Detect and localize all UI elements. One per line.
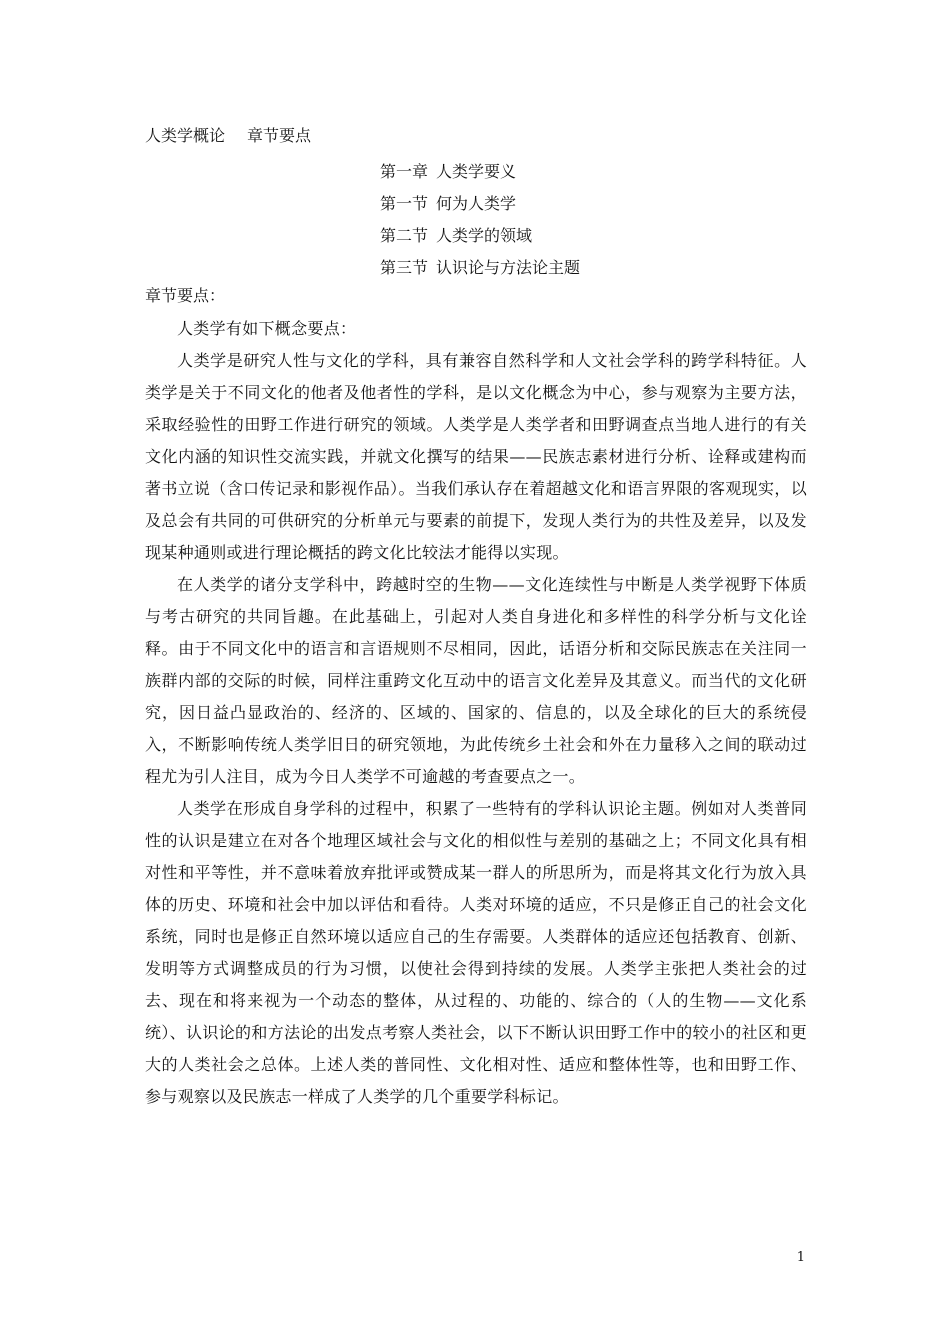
course-title: 人类学概论: [145, 126, 226, 145]
toc-title: 何为人类学: [436, 194, 517, 213]
paragraph-intro: 人类学有如下概念要点：: [177, 319, 357, 338]
toc-section: [380, 188, 580, 220]
toc-number: 第三节: [380, 258, 429, 277]
page-number: 1: [796, 1250, 805, 1265]
paragraph: 人类学在形成自身学科的过程中，积累了一些特有的学科认识论主题。例如对人类普同性的认识是建立在对各个地理区域社会与文化的相似性与差别的基础之上；不同文化具有相对性和平等性，并不意味着放弃批评或赞成某一群人的所思所为，而是将其文化行为放入具体的历史、环境和社会中加以评估和看待。人类对环境的适应，不只是修正自己的社会文化系统，同时也是修正自然环境以适应自己的生存需要。人类群体的适应还包括教育、创新、发明等方式调整成员的行为习惯，以使社会得到持续的发展。人类学主张把人类社会的过去、现在和将来视为一个动态的整体，从过程的、功能的、综合的（人的生物——文化系统）、认识论的和方法论的出发点考察人类社会，以下不断认识田野工作中的较小的社区和更大的人类社会之总体。上述人类的普同性、文化相对性、适应和整体性等，也和田野工作、参与观察以及民族志一样成了人类学的几个重要学科标记。: [145, 799, 807, 1106]
toc-title: 认识论与方法论主题: [436, 258, 581, 277]
toc-section: [380, 220, 580, 252]
paragraph: 人类学是研究人性与文化的学科，具有兼容自然科学和人文社会学科的跨学科特征。人类学是关于不同文化的他者及他者性的学科，是以文化概念为中心，参与观察为主要方法，采取经验性的田野工作进行研究的领域。人类学是人类学者和田野调查点当地人进行的有关文化内涵的知识性交流实践，并就文化撰写的结果——民族志素材进行分析、诠释或建构而著书立说（含口传记录和影视作品）。当我们承认存在着超越文化和语言界限的客观现实，以及总会有共同的可供研究的分析单元与要素的前提下，发现人类行为的共性及差异，以及发现某种通则或进行理论概括的跨文化比较法才能得以实现。: [145, 351, 807, 562]
toc-title: 人类学要义: [436, 162, 517, 181]
toc-title: 人类学的领域: [436, 226, 533, 245]
body-text: [145, 313, 807, 1113]
toc-chapter: [380, 156, 580, 188]
table-of-contents: [380, 156, 580, 284]
header-subtitle: 章节要点: [247, 126, 312, 145]
document-header: [145, 124, 311, 148]
section-label: 章节要点：: [145, 286, 226, 305]
toc-section: [380, 252, 580, 284]
toc-number: 第一章: [380, 162, 429, 181]
paragraph: 在人类学的诸分支学科中，跨越时空的生物——文化连续性与中断是人类学视野下体质与考古研究的共同旨趣。在此基础上，引起对人类自身进化和多样性的科学分析与文化诠释。由于不同文化中的语言和言语规则不尽相同，因此，话语分析和交际民族志在关注同一族群内部的交际的时候，同样注重跨文化互动中的语言文化差异及其意义。而当代的文化研究，因日益凸显政治的、经济的、区域的、国家的、信息的，以及全球化的巨大的系统侵入，不断影响传统人类学旧日的研究领地，为此传统乡土社会和外在力量移入之间的联动过程尤为引人注目，成为今日人类学不可逾越的考查要点之一。: [145, 575, 807, 786]
toc-number: 第二节: [380, 226, 429, 245]
toc-number: 第一节: [380, 194, 429, 213]
